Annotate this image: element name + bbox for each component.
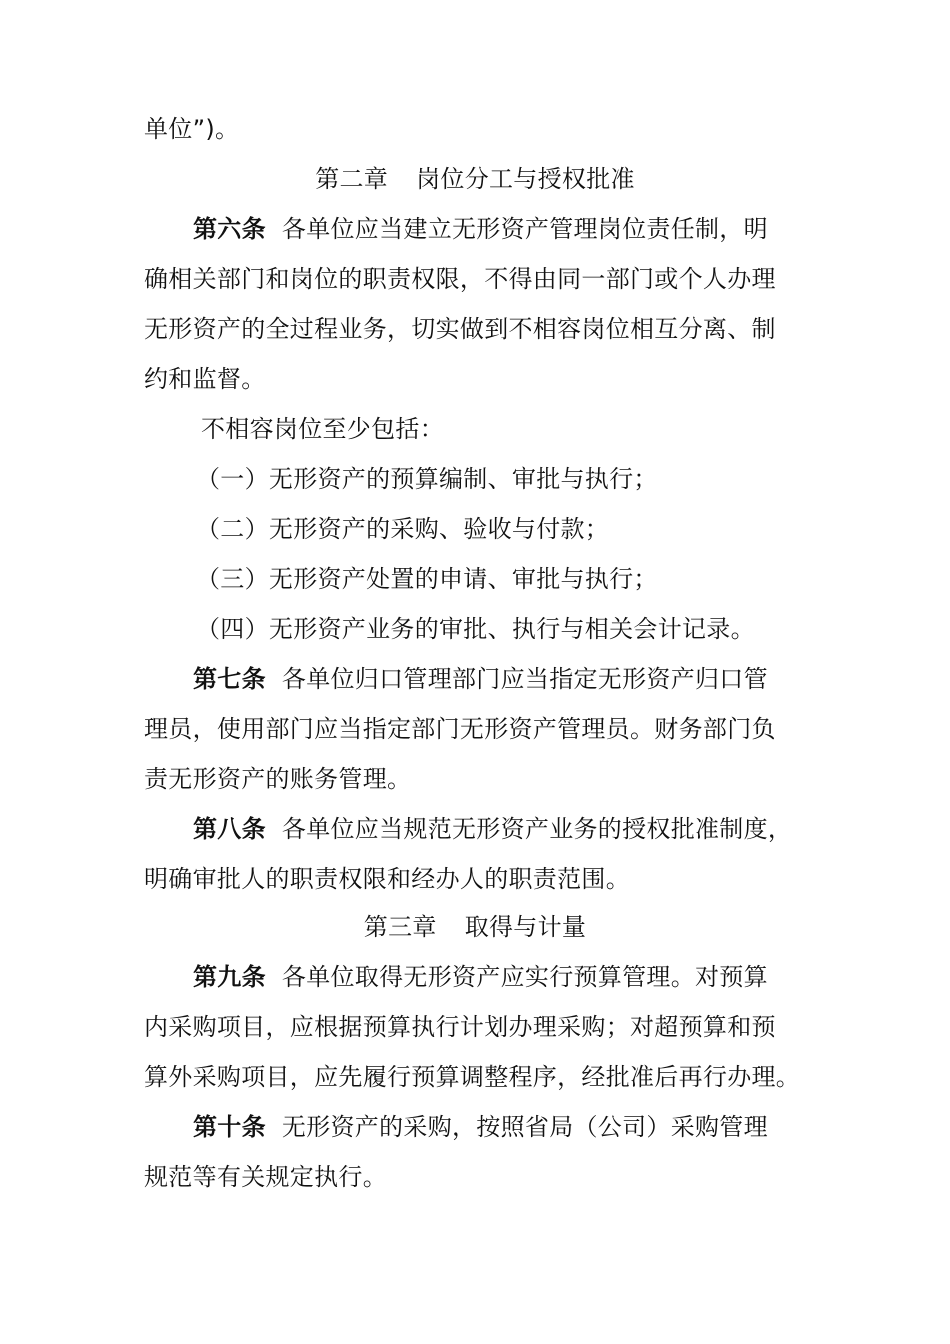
chapter-number: 第三章 (363, 913, 437, 941)
text-segment: 内采购项目，应根据预算执行计划办理采购；对超预算和预 (144, 1013, 776, 1041)
text-line (144, 764, 411, 794)
text-segment: 各单位应当建立无形资产管理岗位责任制，明 (281, 215, 768, 243)
article-label: 第九条 (193, 963, 266, 991)
text-segment: 算外采购项目，应先履行预算调整程序，经批准后再行办理。 (144, 1063, 801, 1091)
chapter-title: 岗位分工与授权批准 (416, 165, 635, 193)
list-item (196, 514, 609, 544)
text-segment: 不相容岗位至少包括： (201, 415, 444, 443)
text-line (144, 314, 776, 344)
article-first-line (193, 664, 768, 694)
text-line (144, 864, 630, 894)
chapter-title: 取得与计量 (464, 913, 587, 941)
text-segment: （三）无形资产处置的申请、审批与执行； (196, 565, 658, 593)
chapter-number: 第二章 (315, 165, 389, 193)
text-line (144, 714, 776, 744)
text-segment: （四）无形资产业务的审批、执行与相关会计记录。 (196, 615, 755, 643)
chapter-heading (0, 912, 950, 942)
text-segment: 各单位归口管理部门应当指定无形资产归口管 (281, 665, 768, 693)
article-label: 第八条 (193, 815, 266, 843)
text-segment: 理员，使用部门应当指定部门无形资产管理员。财务部门负 (144, 715, 776, 743)
text-segment: 责无形资产的账务管理。 (144, 765, 412, 793)
text-line (144, 1062, 800, 1092)
article-label: 第十条 (193, 1113, 266, 1141)
text-line (144, 114, 239, 144)
text-segment: 各单位应当规范无形资产业务的授权批准制度， (281, 815, 793, 843)
text-segment: 无形资产的全过程业务，切实做到不相容岗位相互分离、制 (144, 315, 776, 343)
article-first-line (193, 962, 768, 992)
list-item (196, 614, 755, 644)
text-segment: 约和监督。 (144, 365, 266, 393)
text-segment: 无形资产的采购，按照省局（公司）采购管理 (281, 1113, 768, 1141)
text-segment: 明确审批人的职责权限和经办人的职责范围。 (144, 865, 630, 893)
text-segment: 单位”)。 (144, 115, 240, 143)
text-line (144, 364, 266, 394)
text-segment: 各单位取得无形资产应实行预算管理。对预算 (281, 963, 768, 991)
text-line (144, 264, 776, 294)
article-label: 第七条 (193, 665, 266, 693)
text-segment: 确相关部门和岗位的职责权限，不得由同一部门或个人办理 (144, 265, 776, 293)
text-segment: （二）无形资产的采购、验收与付款； (196, 515, 610, 543)
list-intro (201, 414, 444, 444)
list-item (196, 564, 658, 594)
chapter-heading (0, 164, 950, 194)
text-line (144, 1162, 387, 1192)
article-first-line (193, 1112, 768, 1142)
article-first-line (193, 814, 792, 844)
article-label: 第六条 (193, 215, 266, 243)
article-first-line (193, 214, 768, 244)
list-item (196, 464, 658, 494)
text-segment: （一）无形资产的预算编制、审批与执行； (196, 465, 658, 493)
text-segment: 规范等有关规定执行。 (144, 1163, 387, 1191)
text-line (144, 1012, 776, 1042)
